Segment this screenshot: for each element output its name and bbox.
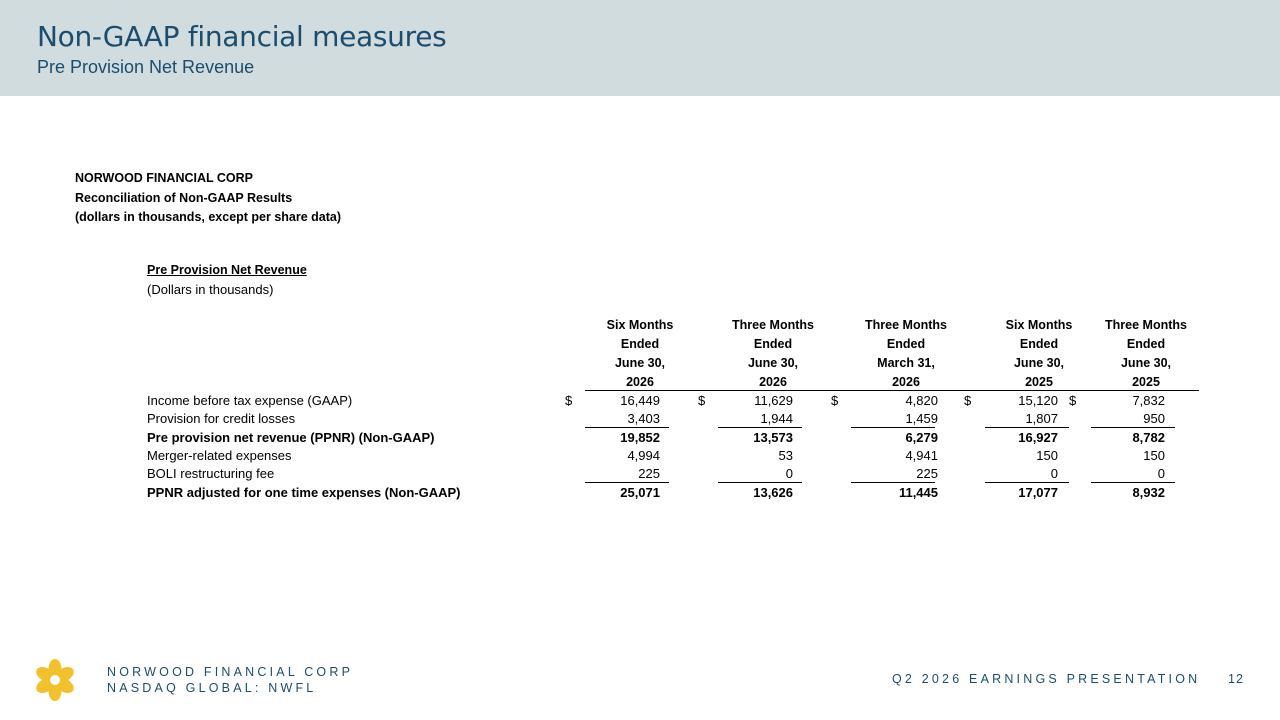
- column-header: Three Months Ended June 30, 2025: [1105, 318, 1187, 389]
- units-note: (dollars in thousands, except per share data): [75, 210, 342, 224]
- footer-company: [107, 664, 353, 696]
- header-rule: [585, 390, 1199, 391]
- subtotal-rule: [851, 427, 935, 428]
- total-rule: [985, 482, 1069, 483]
- table-title: Pre Provision Net Revenue: [147, 263, 307, 277]
- total-rule: [851, 482, 935, 483]
- footer-presentation-title: Q2 2026 EARNINGS PRESENTATION: [892, 672, 1201, 686]
- page-title: Non-GAAP financial measures: [37, 20, 447, 53]
- table-units: (Dollars in thousands): [147, 282, 274, 297]
- subtotal-rule: [585, 427, 669, 428]
- total-rule: [1091, 482, 1175, 483]
- column-header: Six Months Ended June 30, 2025: [1005, 318, 1073, 389]
- footer-exchange: NASDAQ GLOBAL: NWFL: [107, 681, 317, 695]
- column-header: Six Months Ended June 30, 2026: [606, 318, 674, 389]
- footer-company-name: NORWOOD FINANCIAL CORP: [107, 665, 354, 679]
- report-title: Reconciliation of Non-GAAP Results: [75, 190, 293, 205]
- subtotal-rule: [718, 427, 802, 428]
- company-name: NORWOOD FINANCIAL CORP: [75, 171, 254, 185]
- table-row: Merger-related expenses 4,994 53 4,941 150 150: [147, 448, 1165, 463]
- table-row: BOLI restructuring fee 225 0 225 0 0: [147, 466, 1165, 481]
- table-row: Pre provision net revenue (PPNR) (Non-GAAP) 19,852 13,573 6,279 16,927 8,782: [147, 430, 1165, 445]
- table-row: Income before tax expense (GAAP) $ 16,449 $ 11,629 $ 4,820 $ 15,120 $ 7,832: [147, 393, 1165, 408]
- total-rule: [585, 482, 669, 483]
- norwood-logo-icon: [33, 658, 77, 702]
- table-row: PPNR adjusted for one time expenses (Non-GAAP) 25,071 13,626 11,445 17,077 8,932: [147, 485, 1165, 500]
- table-row: Provision for credit losses 3,403 1,944 1,459 1,807 950: [147, 411, 1165, 426]
- subtotal-rule: [1091, 427, 1175, 428]
- subtotal-rule: [985, 427, 1069, 428]
- page-subtitle: Pre Provision Net Revenue: [37, 57, 255, 77]
- page-number: 12: [1228, 672, 1244, 686]
- column-header: Three Months Ended June 30, 2026: [732, 318, 814, 389]
- company-block: [75, 169, 341, 228]
- header-banner: [0, 0, 1280, 96]
- column-header: Three Months Ended March 31, 2026: [865, 318, 947, 389]
- total-rule: [718, 482, 802, 483]
